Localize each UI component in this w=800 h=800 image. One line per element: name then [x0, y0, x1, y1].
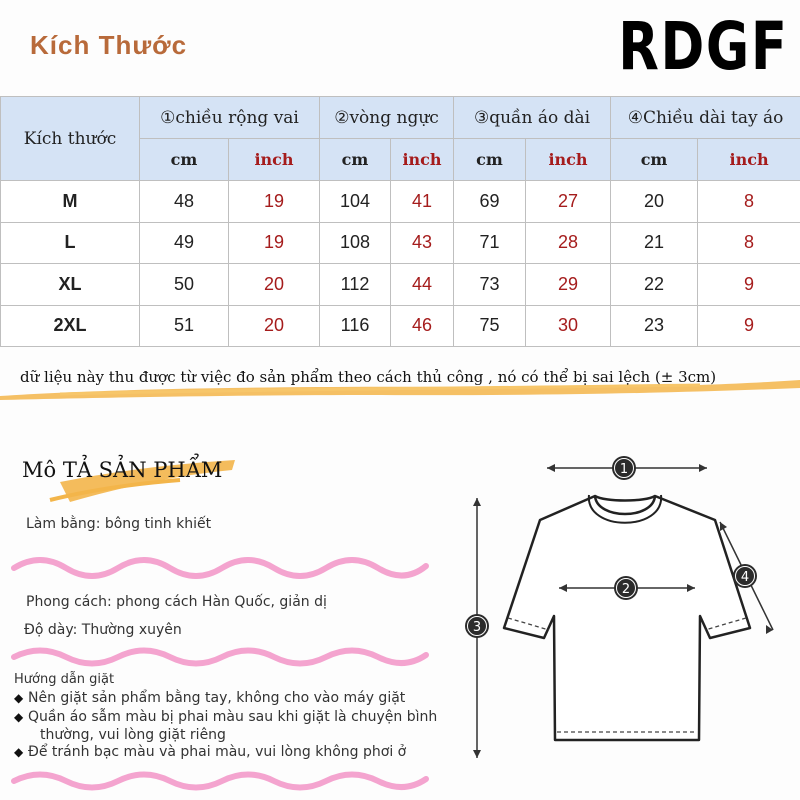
- size-cell: 2XL: [1, 305, 140, 347]
- unit-cm: cm: [454, 139, 526, 181]
- group-chest: ②vòng ngực: [320, 97, 454, 139]
- table-row: [1, 222, 800, 264]
- wave-divider: [10, 548, 430, 588]
- value-cell: 48: [140, 181, 229, 223]
- value-cell: 21: [611, 222, 698, 264]
- value-cell: 20: [611, 181, 698, 223]
- value-cell: 44: [391, 264, 454, 306]
- measurement-notice: dữ liệu này thu được từ việc đo sản phẩm theo cách thủ công , nó có thể bị sai lệch (± 3cm): [20, 368, 717, 386]
- value-cell: 19: [229, 181, 320, 223]
- value-cell: 51: [140, 305, 229, 347]
- size-cell: L: [1, 222, 140, 264]
- wash-text: Nên giặt sản phẩm bằng tay, không cho vào máy giặt: [28, 690, 406, 706]
- unit-cm: cm: [611, 139, 698, 181]
- wash-text: Quần áo sẫm màu bị phai màu sau khi giặt là chuyện bình: [28, 709, 438, 725]
- value-cell: 22: [611, 264, 698, 306]
- wash-item: [14, 709, 437, 725]
- unit-inch: inch: [526, 139, 611, 181]
- measure-arrow-shoulder: [547, 456, 707, 480]
- value-cell: 104: [320, 181, 391, 223]
- value-cell: 50: [140, 264, 229, 306]
- page-title: Kích Thước: [30, 30, 188, 60]
- value-cell: 69: [454, 181, 526, 223]
- value-cell: 23: [611, 305, 698, 347]
- unit-cm: cm: [140, 139, 229, 181]
- size-cell: XL: [1, 264, 140, 306]
- value-cell: 73: [454, 264, 526, 306]
- value-cell: 46: [391, 305, 454, 347]
- diamond-bullet-icon: ◆: [14, 691, 24, 705]
- value-cell: 71: [454, 222, 526, 264]
- value-cell: 20: [229, 264, 320, 306]
- brand-logo: RDGF: [618, 8, 789, 85]
- wave-divider: [10, 764, 430, 798]
- value-cell: 75: [454, 305, 526, 347]
- table-row: [1, 305, 800, 347]
- value-cell: 19: [229, 222, 320, 264]
- unit-cm: cm: [320, 139, 391, 181]
- size-table: [0, 96, 800, 347]
- style-line: Phong cách: phong cách Hàn Quốc, giản dị: [26, 594, 327, 610]
- marker-3: 3: [472, 620, 482, 635]
- value-cell: 29: [526, 264, 611, 306]
- value-cell: 30: [526, 305, 611, 347]
- diamond-bullet-icon: ◆: [14, 745, 24, 759]
- value-cell: 9: [698, 305, 800, 347]
- value-cell: 8: [698, 222, 800, 264]
- value-cell: 112: [320, 264, 391, 306]
- value-cell: 41: [391, 181, 454, 223]
- group-length: ③quần áo dài: [454, 97, 611, 139]
- description-title: Mô TẢ SẢN PHẨM: [22, 458, 223, 482]
- shirt-outline: [504, 496, 750, 740]
- wash-text: Để tránh bạc màu và phai màu, vui lòng không phơi ở: [28, 744, 407, 760]
- wash-item: [14, 690, 405, 706]
- table-row: [1, 181, 800, 223]
- corner-label: Kích thước: [1, 97, 140, 181]
- group-shoulder: ①chiều rộng vai: [140, 97, 320, 139]
- value-cell: 28: [526, 222, 611, 264]
- marker-2: 2: [621, 582, 631, 597]
- thickness-line: Độ dày: Thường xuyên: [24, 622, 182, 638]
- wash-heading: Hướng dẫn giặt: [14, 672, 115, 687]
- value-cell: 27: [526, 181, 611, 223]
- value-cell: 116: [320, 305, 391, 347]
- size-cell: M: [1, 181, 140, 223]
- wash-item: [14, 744, 406, 760]
- diamond-bullet-icon: ◆: [14, 710, 24, 724]
- table-row: [1, 264, 800, 306]
- wash-text-cont: thường, vui lòng giặt riêng: [40, 727, 226, 743]
- unit-inch: inch: [698, 139, 800, 181]
- value-cell: 49: [140, 222, 229, 264]
- value-cell: 20: [229, 305, 320, 347]
- value-cell: 8: [698, 181, 800, 223]
- group-sleeve: ④Chiều dài tay áo: [611, 97, 800, 139]
- value-cell: 9: [698, 264, 800, 306]
- shirt-diagram: [455, 440, 795, 770]
- value-cell: 43: [391, 222, 454, 264]
- wave-divider: [10, 640, 430, 674]
- value-cell: 108: [320, 222, 391, 264]
- material-line: Làm bằng: bông tinh khiết: [26, 516, 212, 532]
- unit-inch: inch: [229, 139, 320, 181]
- marker-1: 1: [619, 462, 629, 477]
- marker-4: 4: [740, 570, 750, 585]
- unit-inch: inch: [391, 139, 454, 181]
- measure-arrow-length: [465, 498, 489, 758]
